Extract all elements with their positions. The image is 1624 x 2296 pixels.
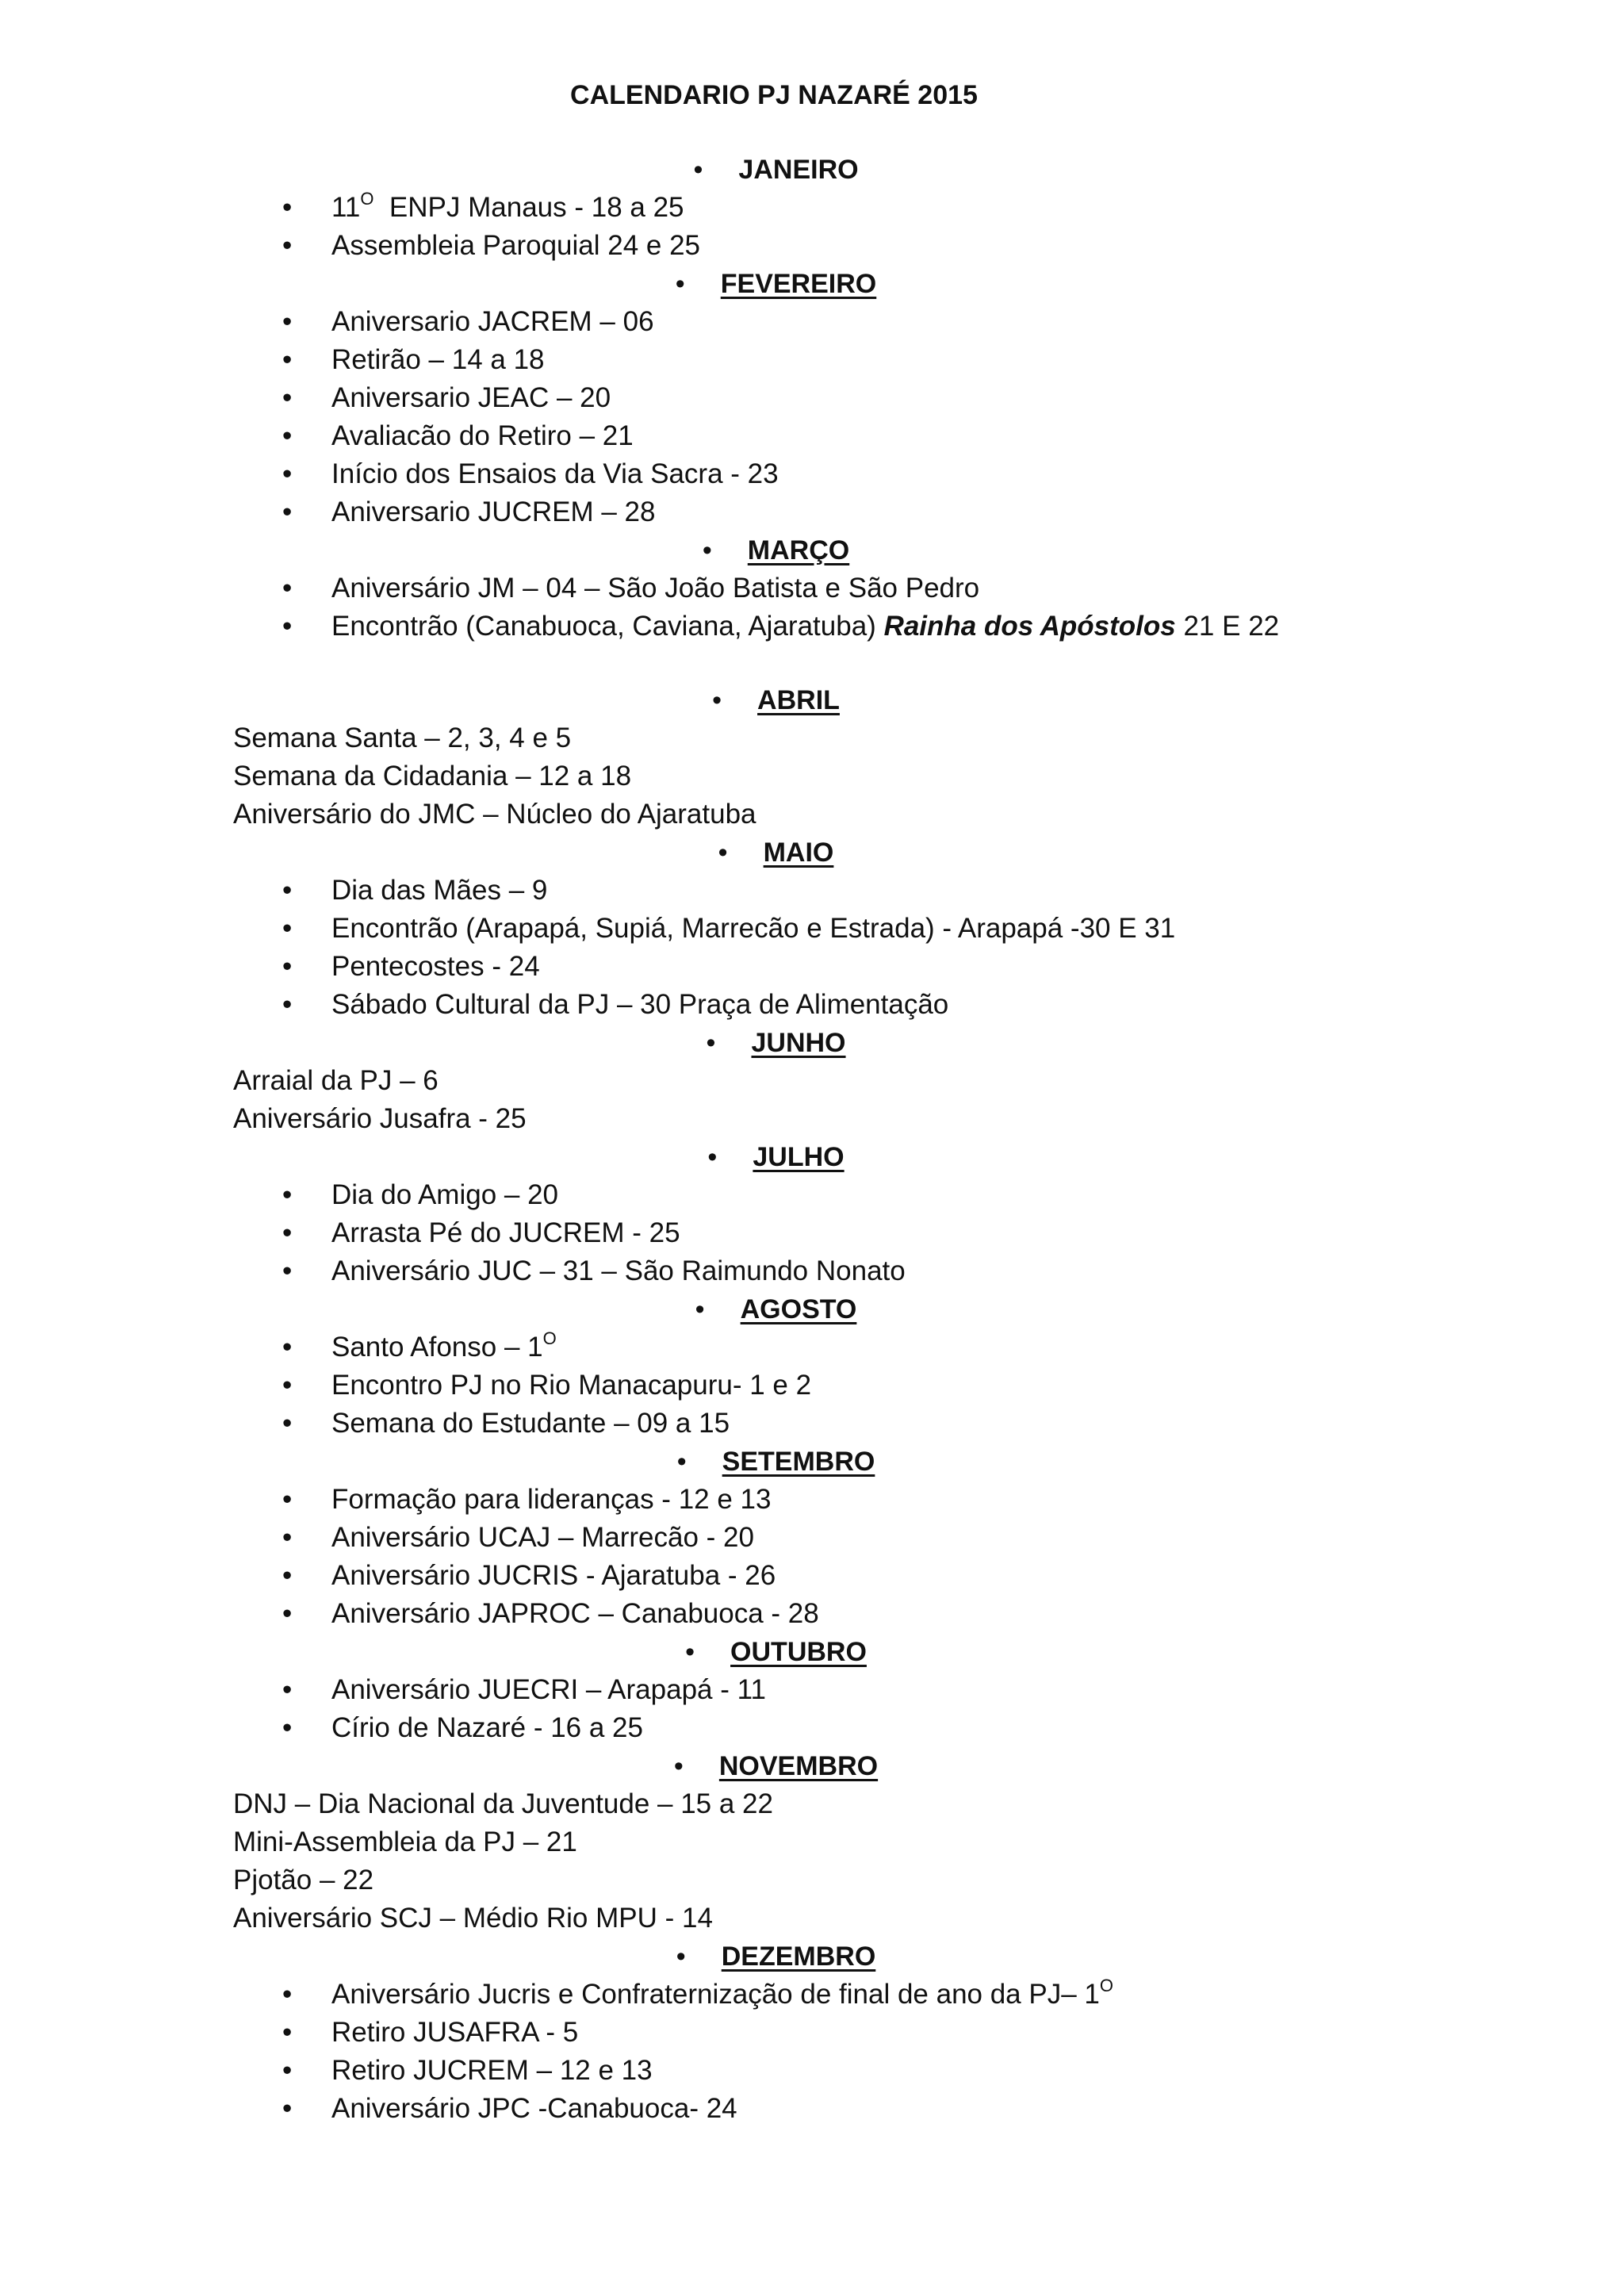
- month-name: AGOSTO: [740, 1294, 857, 1324]
- bullet-icon: •: [282, 1332, 293, 1363]
- bullet-icon: •: [282, 875, 293, 906]
- list-item: Aniversário Jusafra - 25: [233, 1103, 527, 1134]
- bullet-icon: •: [675, 269, 685, 299]
- item-text: Santo Afonso – 1: [331, 1332, 543, 1363]
- bullet-icon: •: [707, 1142, 718, 1172]
- list-item: [233, 608, 1502, 646]
- bullet-icon: •: [676, 1941, 686, 1972]
- month-name: JUNHO: [751, 1028, 846, 1058]
- item-text: Aniversário JPC -Canabuoca- 24: [331, 2093, 737, 2124]
- bullet-icon: •: [282, 1370, 293, 1401]
- list-item: [233, 2052, 1502, 2090]
- month-heading-agosto: [140, 1290, 1408, 1328]
- month-name: SETEMBRO: [722, 1447, 875, 1477]
- list-item: Mini-Assembleia da PJ – 21: [233, 1826, 577, 1857]
- list-item: [233, 379, 1502, 417]
- bullet-icon: •: [282, 1217, 293, 1248]
- list-item: [233, 1519, 1502, 1557]
- month-name: JANEIRO: [738, 155, 859, 185]
- list-item: Semana da Cidadania – 12 a 18: [233, 761, 632, 792]
- item-text: Dia do Amigo – 20: [331, 1179, 559, 1210]
- bullet-icon: •: [282, 1484, 293, 1515]
- bullet-icon: •: [282, 344, 293, 375]
- list-item: [233, 986, 1502, 1024]
- item-text: Círio de Nazaré - 16 a 25: [331, 1712, 643, 1743]
- list-item: [233, 2090, 1502, 2128]
- item-text: Aniversario JUCREM – 28: [331, 496, 656, 527]
- item-text: Encontrão (Canabuoca, Caviana, Ajaratuba): [331, 611, 876, 642]
- list-item: Semana Santa – 2, 3, 4 e 5: [233, 723, 572, 753]
- month-name: ABRIL: [757, 685, 840, 715]
- list-item: [233, 1976, 1502, 2014]
- bullet-icon: •: [693, 155, 703, 185]
- month-heading-abril: [140, 681, 1408, 719]
- list-item: [233, 569, 1502, 608]
- bullet-icon: •: [673, 1751, 684, 1781]
- bullet-icon: •: [282, 2093, 293, 2124]
- bullet-icon: •: [282, 1712, 293, 1743]
- list-item: [233, 1595, 1502, 1633]
- bullet-icon: •: [282, 1979, 293, 2010]
- month-heading-setembro: [140, 1443, 1408, 1481]
- month-heading-fevereiro: [140, 265, 1408, 303]
- item-text: Encontrão (Arapapá, Supiá, Marrecão e Estrada) - Arapapá -30 E 31: [331, 913, 1176, 944]
- bullet-icon: •: [702, 535, 712, 565]
- list-item: [233, 1176, 1502, 1214]
- item-text: Dia das Mães – 9: [331, 875, 548, 906]
- month-name: MAIO: [763, 838, 834, 868]
- item-text: Retiro JUSAFRA - 5: [331, 2017, 579, 2048]
- list-item: Aniversário do JMC – Núcleo do Ajaratuba: [233, 799, 756, 830]
- list-item: [233, 2014, 1502, 2052]
- document-body: [233, 76, 1502, 2128]
- bullet-icon: •: [706, 1028, 716, 1058]
- item-text: Aniversário JUC – 31 – São Raimundo Nonato: [331, 1255, 906, 1286]
- ordinal-superscript: O: [542, 1328, 557, 1349]
- item-text: 21 E 22: [1183, 611, 1280, 642]
- bullet-icon: •: [282, 2055, 293, 2086]
- bullet-icon: •: [282, 496, 293, 527]
- list-item: [233, 493, 1502, 531]
- bullet-icon: •: [282, 1255, 293, 1286]
- list-item: [233, 1709, 1502, 1747]
- bullet-icon: •: [712, 685, 722, 715]
- bullet-icon: •: [676, 1447, 687, 1477]
- month-heading-novembro: [140, 1747, 1408, 1785]
- item-text: Retiro JUCREM – 12 e 13: [331, 2055, 653, 2086]
- item-text: Avaliacão do Retiro – 21: [331, 420, 634, 451]
- month-heading-julho: [140, 1138, 1408, 1176]
- document-title: CALENDARIO PJ NAZARÉ 2015: [570, 80, 978, 110]
- item-text: Pentecostes - 24: [331, 951, 540, 982]
- month-name: OUTUBRO: [730, 1637, 867, 1667]
- list-item: [233, 1214, 1502, 1252]
- item-text: Início dos Ensaios da Via Sacra - 23: [331, 458, 779, 489]
- bullet-icon: •: [282, 573, 293, 604]
- item-text: Retirão – 14 a 18: [331, 344, 545, 375]
- bullet-icon: •: [282, 1179, 293, 1210]
- bullet-icon: •: [695, 1294, 705, 1324]
- bullet-icon: •: [282, 306, 293, 337]
- bullet-icon: •: [282, 913, 293, 944]
- emphasized-text: Rainha dos Apóstolos: [883, 611, 1176, 642]
- bullet-icon: •: [282, 1598, 293, 1629]
- bullet-icon: •: [282, 458, 293, 489]
- month-name: NOVEMBRO: [718, 1751, 879, 1781]
- list-item: [233, 1366, 1502, 1405]
- item-text: Arrasta Pé do JUCREM - 25: [331, 1217, 680, 1248]
- item-text: Aniversário JUECRI – Arapapá - 11: [331, 1674, 766, 1705]
- list-item: [233, 872, 1502, 910]
- item-text: Aniversario JACREM – 06: [331, 306, 654, 337]
- list-item: [233, 1405, 1502, 1443]
- bullet-icon: •: [282, 2017, 293, 2048]
- list-item: [233, 1252, 1502, 1290]
- month-heading-outubro: [140, 1633, 1408, 1671]
- bullet-icon: •: [282, 230, 293, 261]
- list-item: [233, 303, 1502, 341]
- list-item: [233, 455, 1502, 493]
- ordinal-superscript: O: [360, 189, 374, 209]
- list-item: [233, 1671, 1502, 1709]
- item-text: Aniversario JEAC – 20: [331, 382, 611, 413]
- bullet-icon: •: [282, 989, 293, 1020]
- bullet-icon: •: [282, 1560, 293, 1591]
- item-text: Formação para lideranças - 12 e 13: [331, 1484, 772, 1515]
- item-text: Sábado Cultural da PJ – 30 Praça de Alimentação: [331, 989, 949, 1020]
- month-name: DEZEMBRO: [721, 1941, 876, 1972]
- list-item: [233, 1328, 1502, 1366]
- item-text: Semana do Estudante – 09 a 15: [331, 1408, 730, 1439]
- ordinal-superscript: O: [1099, 1976, 1113, 1996]
- item-text: Aniversário Jucris e Confraternização de final de ano da PJ– 1: [331, 1979, 1100, 2010]
- month-heading-dezembro: [140, 1938, 1408, 1976]
- list-item: [233, 189, 1502, 227]
- month-heading-maio: [140, 834, 1408, 872]
- list-item: [233, 417, 1502, 455]
- month-heading-janeiro: [140, 151, 1408, 189]
- month-name: JULHO: [753, 1142, 845, 1172]
- bullet-icon: •: [718, 838, 728, 868]
- item-text: Aniversário JUCRIS - Ajaratuba - 26: [331, 1560, 776, 1591]
- list-item: [233, 948, 1502, 986]
- list-item: [233, 910, 1502, 948]
- item-text: Aniversário UCAJ – Marrecão - 20: [331, 1522, 754, 1553]
- list-item: [233, 227, 1502, 265]
- list-item: Pjotão – 22: [233, 1865, 374, 1895]
- month-heading-marco: [140, 531, 1408, 569]
- bullet-icon: •: [282, 192, 293, 223]
- bullet-icon: •: [282, 611, 293, 642]
- list-item: Arraial da PJ – 6: [233, 1065, 439, 1096]
- item-text: Aniversário JAPROC – Canabuoca - 28: [331, 1598, 819, 1629]
- item-text: Encontro PJ no Rio Manacapuru- 1 e 2: [331, 1370, 812, 1401]
- bullet-icon: •: [282, 951, 293, 982]
- list-item: [233, 341, 1502, 379]
- item-text: Aniversário JM – 04 – São João Batista e São Pedro: [331, 573, 980, 604]
- month-name: FEVEREIRO: [720, 269, 877, 299]
- item-text: 11: [331, 192, 361, 223]
- month-heading-junho: [140, 1024, 1408, 1062]
- bullet-icon: •: [685, 1637, 695, 1667]
- month-name: MARÇO: [747, 535, 850, 565]
- bullet-icon: •: [282, 1408, 293, 1439]
- bullet-icon: •: [282, 420, 293, 451]
- item-text: ENPJ Manaus - 18 a 25: [389, 192, 684, 223]
- list-item: DNJ – Dia Nacional da Juventude – 15 a 22: [233, 1788, 773, 1819]
- list-item: Aniversário SCJ – Médio Rio MPU - 14: [233, 1903, 713, 1934]
- bullet-icon: •: [282, 1522, 293, 1553]
- list-item: [233, 1557, 1502, 1595]
- item-text: Assembleia Paroquial 24 e 25: [331, 230, 701, 261]
- bullet-icon: •: [282, 1674, 293, 1705]
- list-item: [233, 1481, 1502, 1519]
- bullet-icon: •: [282, 382, 293, 413]
